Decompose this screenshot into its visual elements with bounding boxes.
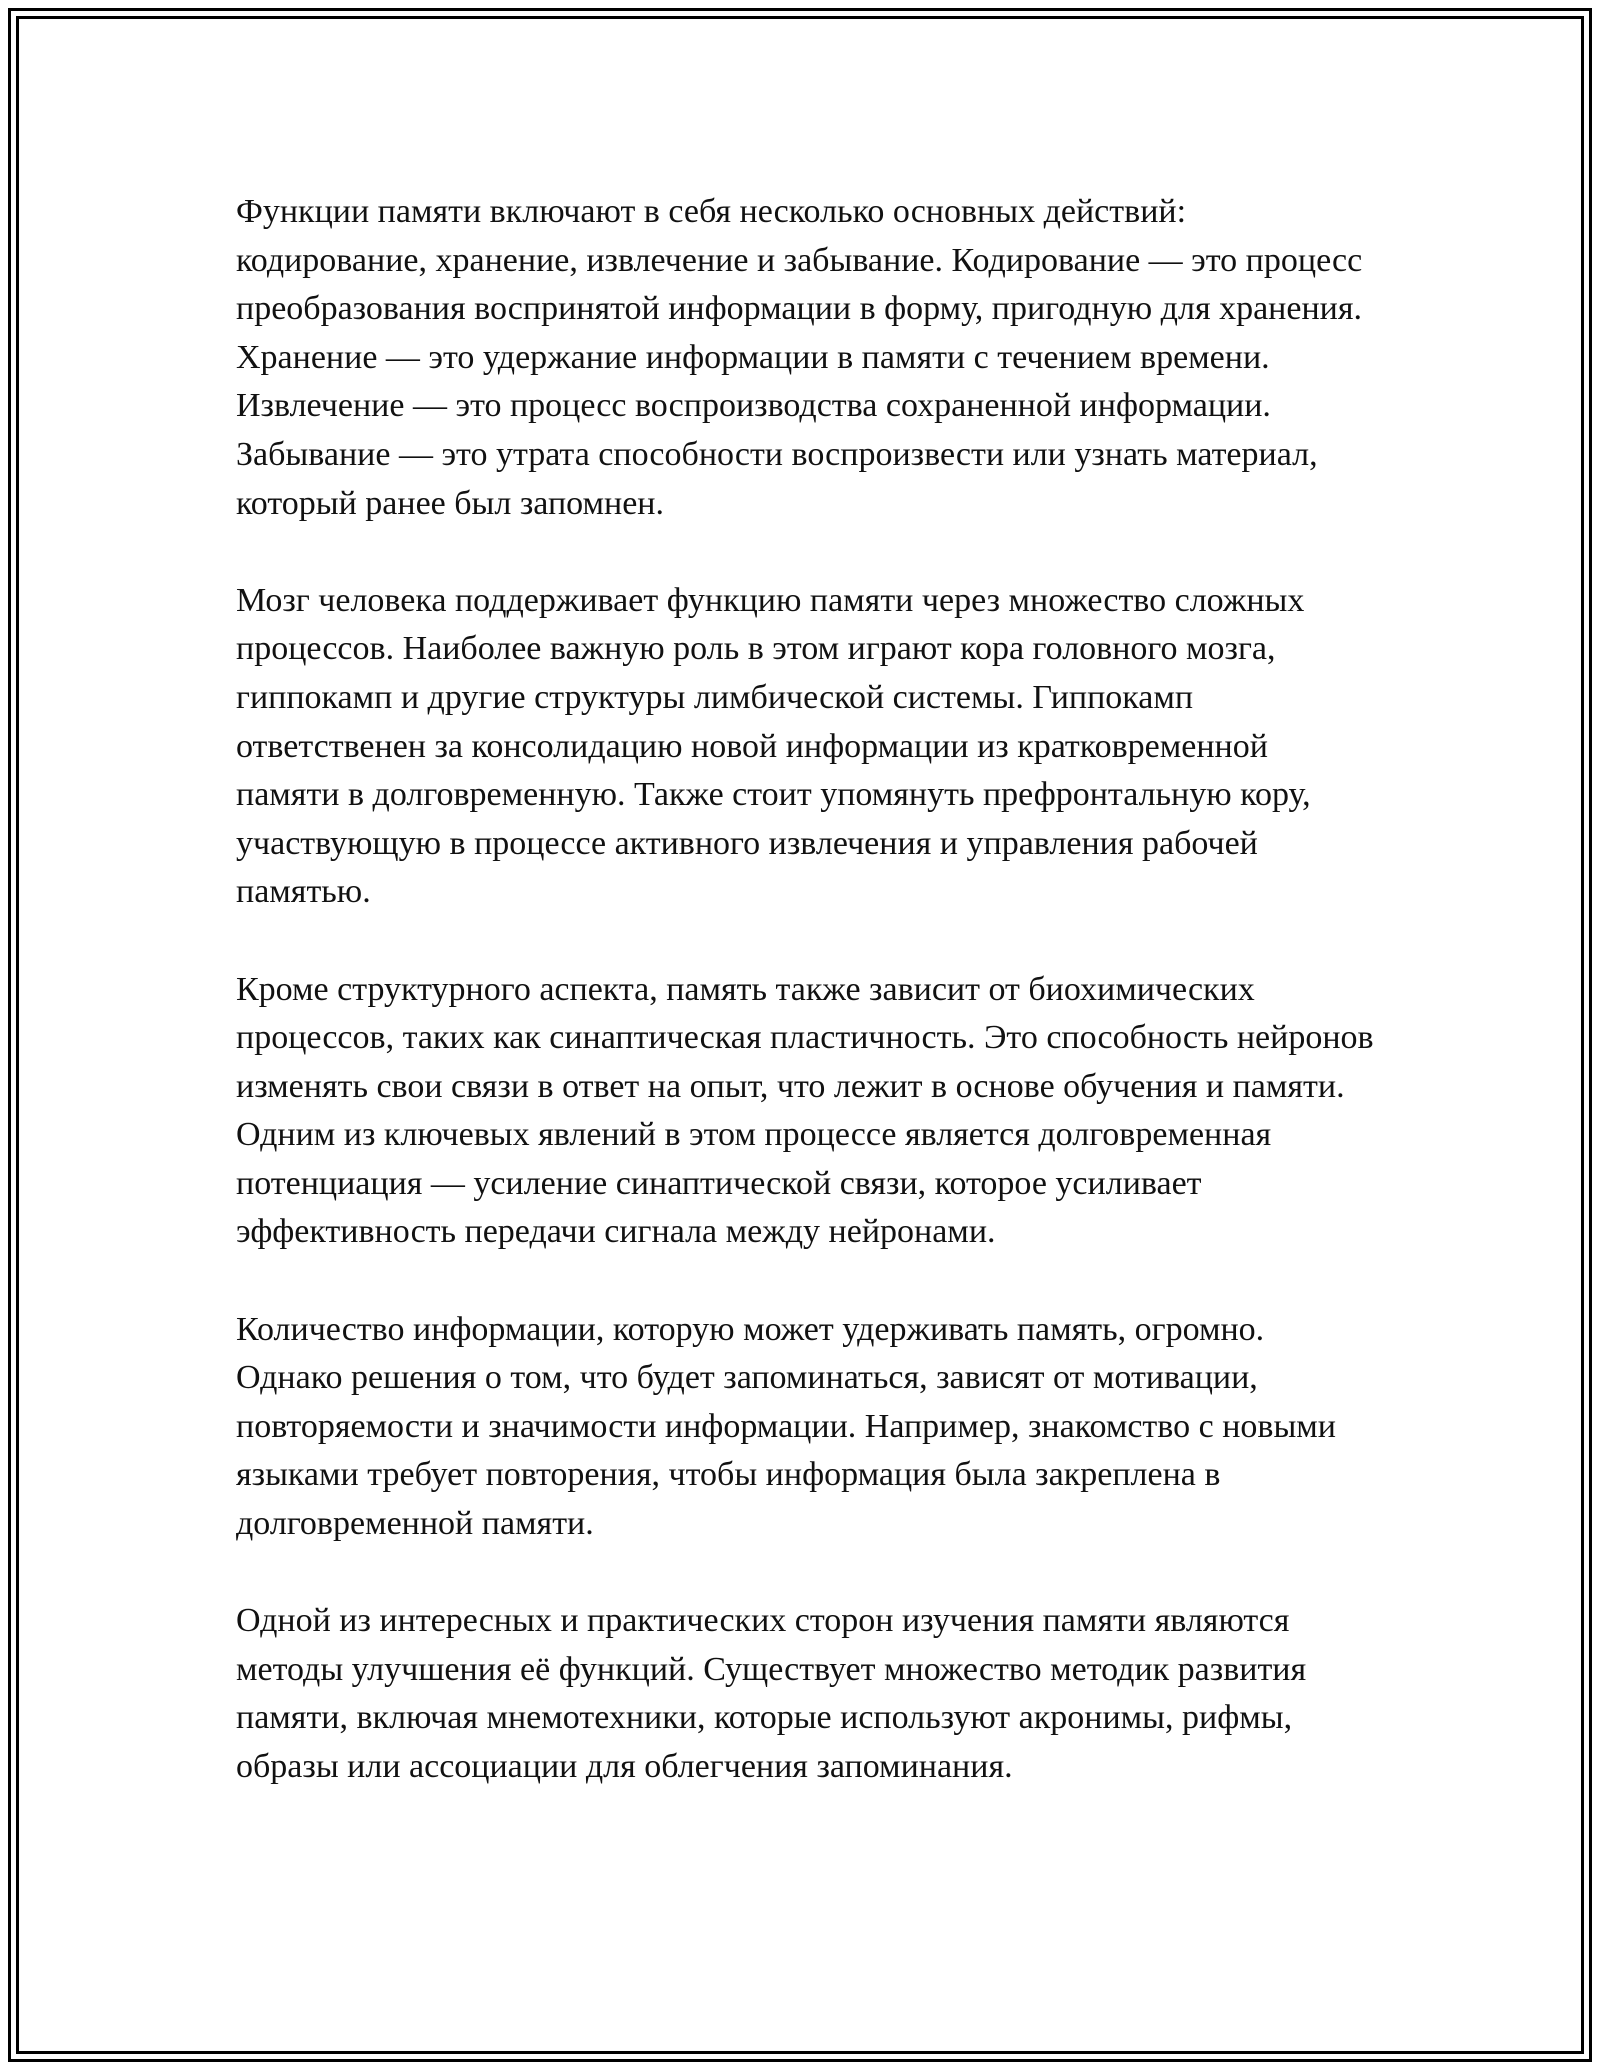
- paragraph-memory-functions: Функции памяти включают в себя несколько основных действий: кодирование, хранение, извлечение и забывание. Кодирование — это процесс преобразования воспринятой информации в форму, пригодную для хранения. Хранение — это удержание информации в памяти с течением времени. Извлечение — это процесс воспроизводства сохраненной информации. Забывание — это утрата способности воспроизвести или узнать материал, который ранее был запомнен.: [236, 193, 1363, 522]
- paragraph-synaptic-plasticity: Кроме структурного аспекта, память также зависит от биохимических процессов, таких как синаптическая пластичность. Это способность нейронов изменять свои связи в ответ на опыт, что лежит в основе обучения и памяти. Одним из ключевых явлений в этом процессе является долговременная потенциация — усиление синаптической связи, которое усиливает эффективность передачи сигнала между нейронами.: [236, 970, 1374, 1251]
- paragraph-memory-techniques: Одной из интересных и практических сторон изучения памяти являются методы улучшения её функций. Существует множество методик развития памяти, включая мнемотехники, которые используют акронимы, рифмы, образы или ассоциации для облегчения запоминания.: [236, 1602, 1307, 1785]
- paragraph-memory-capacity: Количество информации, которую может удерживать память, огромно. Однако решения о том, что будет запоминаться, зависят от мотивации, повторяемости и значимости информации. Например, знакомство с новыми языками требует повторения, чтобы информация была закреплена в долговременной памяти.: [236, 1310, 1337, 1543]
- paragraph-brain-structures: Мозг человека поддерживает функцию памяти через множество сложных процессов. Наиболее важную роль в этом играют кора головного мозга, гиппокамп и другие структуры лимбической системы. Гиппокамп ответственен за консолидацию новой информации из кратковременной памяти в долговременную. Также стоит упомянуть префронтальную кору, участвующую в процессе активного извлечения и управления рабочей памятью.: [236, 581, 1311, 911]
- document-body: [236, 188, 1376, 1840]
